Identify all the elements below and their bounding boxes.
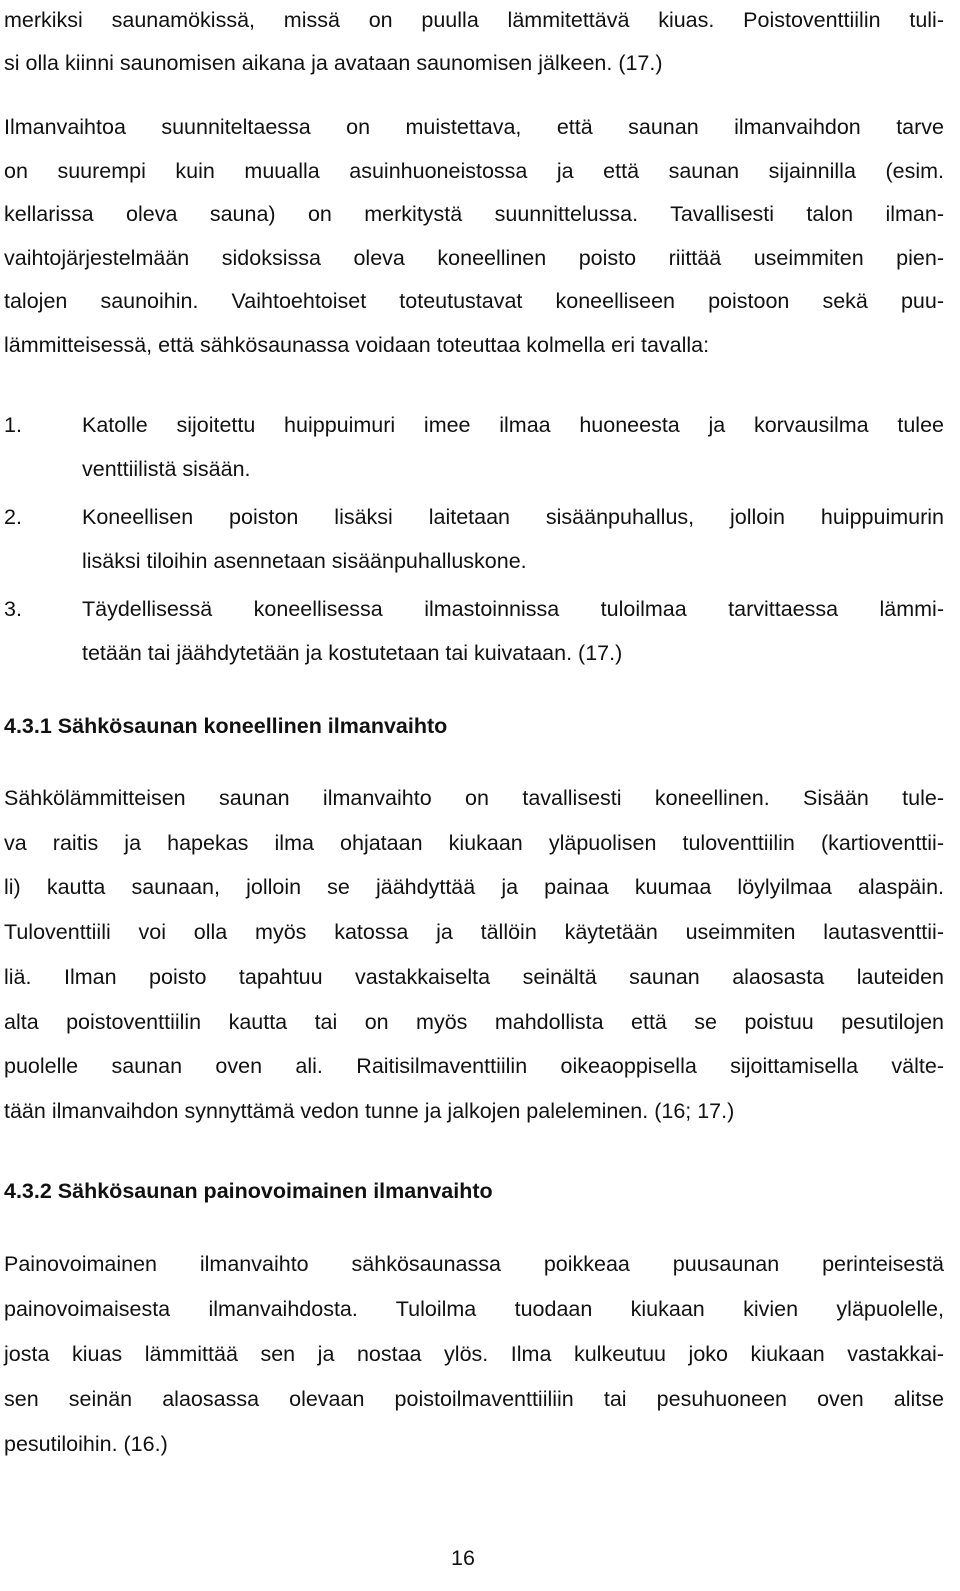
- section-heading-4-3-1: 4.3.1 Sähkösaunan koneellinen ilmanvaihto: [4, 714, 448, 738]
- paragraph-3-line-1: Sähkölämmitteisen saunan ilmanvaihto on tavallisesti koneellinen. Sisään tule-: [4, 786, 944, 810]
- paragraph-4-line-1: Painovoimainen ilmanvaihto sähkösaunassa poikkeaa puusaunan perinteisestä: [4, 1252, 944, 1276]
- list-item-2-number: 2.: [4, 505, 22, 529]
- paragraph-1-line-1: merkiksi saunamökissä, missä on puulla lämmitettävä kiuas. Poistoventtiilin tuli-: [4, 8, 944, 32]
- paragraph-2-line-4: vaihtojärjestelmään sidoksissa oleva koneellinen poisto riittää useimmiten pien-: [4, 246, 944, 270]
- paragraph-3-line-8: tään ilmanvaihdon synnyttämä vedon tunne ja jalkojen paleleminen. (16; 17.): [4, 1099, 735, 1123]
- paragraph-2-line-3: kellarissa oleva sauna) on merkitystä suunnittelussa. Tavallisesti talon ilman-: [4, 202, 944, 226]
- paragraph-4-line-2: painovoimaisesta ilmanvaihdosta. Tuloilma tuodaan kiukaan kivien yläpuolelle,: [4, 1297, 944, 1321]
- paragraph-4-line-3: josta kiuas lämmittää sen ja nostaa ylös. Ilma kulkeutuu joko kiukaan vastakkai-: [4, 1342, 944, 1366]
- list-item-2-line-2: lisäksi tiloihin asennetaan sisäänpuhalluskone.: [82, 549, 527, 573]
- list-item-1-line-2: venttiilistä sisään.: [82, 457, 251, 481]
- paragraph-3-line-5: liä. Ilman poisto tapahtuu vastakkaiselta seinältä saunan alaosasta lauteiden: [4, 965, 944, 989]
- list-item-1-number: 1.: [4, 413, 22, 437]
- paragraph-1-line-2: si olla kiinni saunomisen aikana ja avataan saunomisen jälkeen. (17.): [4, 51, 663, 75]
- list-item-1-line-1: Katolle sijoitettu huippuimuri imee ilmaa huoneesta ja korvausilma tulee: [82, 413, 944, 437]
- paragraph-3-line-4: Tuloventtiili voi olla myös katossa ja tällöin käytetään useimmiten lautasventtii-: [4, 920, 944, 944]
- section-heading-4-3-2: 4.3.2 Sähkösaunan painovoimainen ilmanvaihto: [4, 1179, 493, 1203]
- list-item-2-line-1: Koneellisen poiston lisäksi laitetaan sisäänpuhallus, jolloin huippuimurin: [82, 505, 944, 529]
- paragraph-2-line-5: talojen saunoihin. Vaihtoehtoiset toteutustavat koneelliseen poistoon sekä puu-: [4, 289, 944, 313]
- paragraph-3-line-2: va raitis ja hapekas ilma ohjataan kiukaan yläpuolisen tuloventtiilin (kartioventtii-: [4, 831, 944, 855]
- paragraph-3-line-7: puolelle saunan oven ali. Raitisilmaventtiilin oikeaoppisella sijoittamisella välte-: [4, 1054, 944, 1078]
- paragraph-2-line-6: lämmitteisessä, että sähkösaunassa voidaan toteuttaa kolmella eri tavalla:: [4, 333, 710, 357]
- paragraph-3-line-6: alta poistoventtiilin kautta tai on myös mahdollista että se poistuu pesutilojen: [4, 1010, 944, 1034]
- list-item-3-line-2: tetään tai jäähdytetään ja kostutetaan tai kuivataan. (17.): [82, 641, 623, 665]
- page-number: 16: [451, 1546, 475, 1570]
- paragraph-4-line-4: sen seinän alaosassa olevaan poistoilmaventtiiliin tai pesuhuoneen oven alitse: [4, 1387, 944, 1411]
- paragraph-4-line-5: pesutiloihin. (16.): [4, 1432, 168, 1456]
- list-item-3-line-1: Täydellisessä koneellisessa ilmastoinnissa tuloilmaa tarvittaessa lämmi-: [82, 597, 944, 621]
- paragraph-2-line-1: Ilmanvaihtoa suunniteltaessa on muistettava, että saunan ilmanvaihdon tarve: [4, 115, 944, 139]
- paragraph-2-line-2: on suurempi kuin muualla asuinhuoneistossa ja että saunan sijainnilla (esim.: [4, 159, 944, 183]
- list-item-3-number: 3.: [4, 597, 22, 621]
- paragraph-3-line-3: li) kautta saunaan, jolloin se jäähdyttää ja painaa kuumaa löylyilmaa alaspäin.: [4, 875, 944, 899]
